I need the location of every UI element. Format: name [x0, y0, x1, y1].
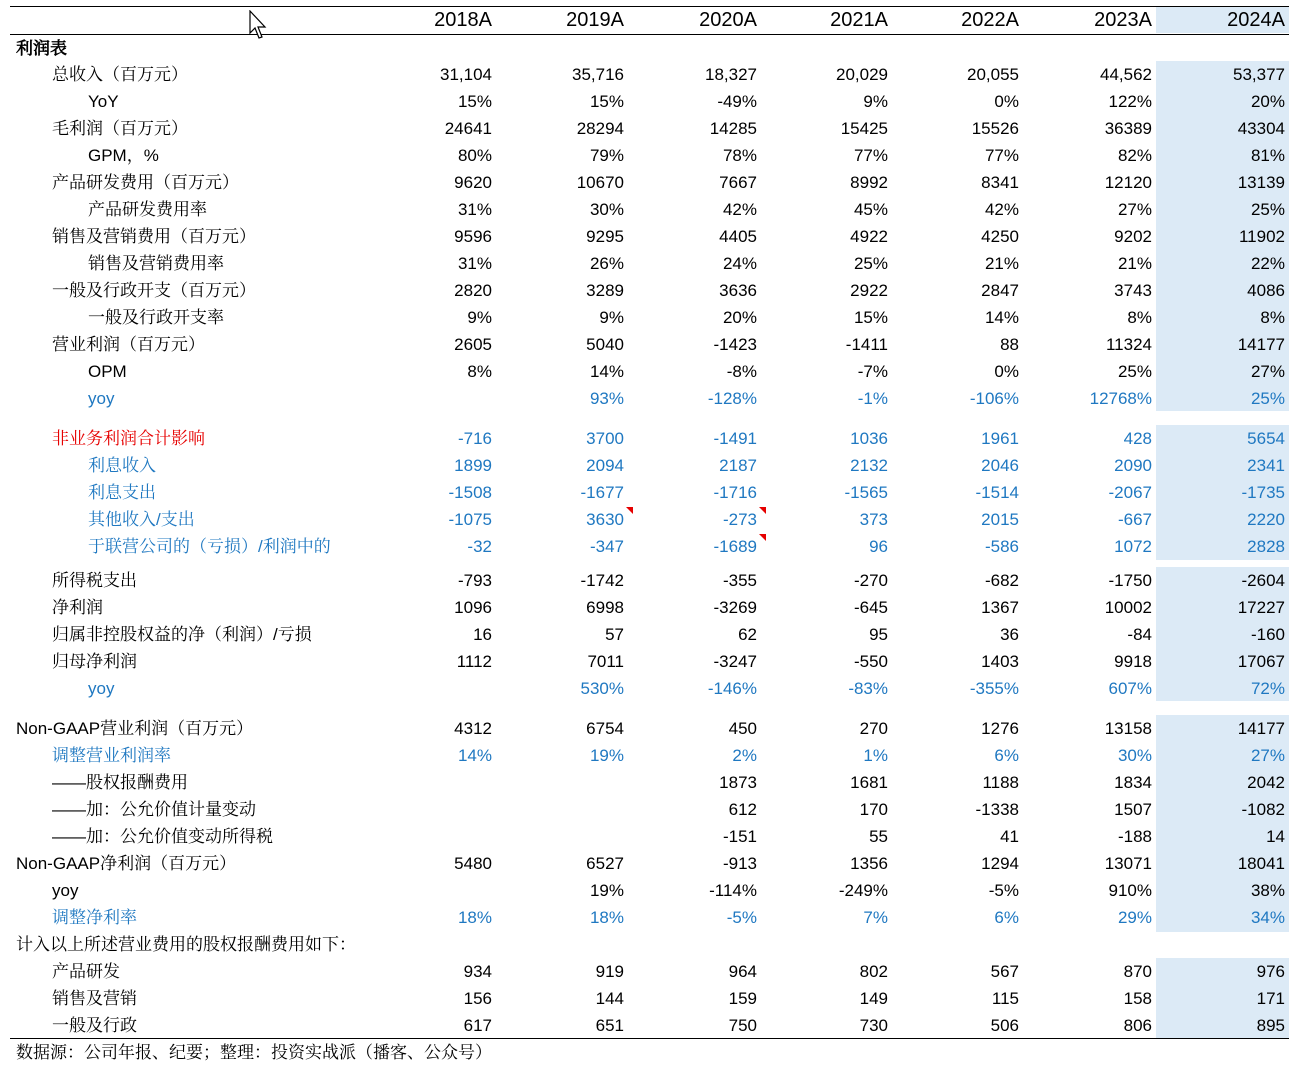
row-label: 销售及营销费用（百万元）	[52, 227, 256, 246]
cell-col-2024a: 171	[1256, 989, 1285, 1008]
row-label: Non-GAAP营业利润（百万元）	[16, 719, 254, 738]
cell-col-2024a: -1082	[1241, 800, 1285, 819]
cell-col-2021a: 1036	[850, 429, 888, 448]
cell-col-2019a: 28294	[576, 119, 624, 138]
cell-col-2018a: -793	[457, 571, 492, 590]
cell-col-2023a: 11324	[1105, 335, 1152, 354]
row-label: 产品研发费用率	[88, 200, 207, 219]
row-label: 销售及营销	[52, 989, 137, 1008]
cell-col-2021a: 8992	[850, 173, 888, 192]
cell-col-2022a: 1403	[981, 652, 1019, 671]
cell-col-2024a: 11902	[1238, 227, 1285, 246]
cell-col-2024a: 34%	[1250, 908, 1285, 927]
cell-col-2021a: -1%	[857, 389, 888, 408]
cell-col-2018a: 1096	[454, 598, 492, 617]
cell-col-2024a: 2042	[1247, 773, 1285, 792]
header-col-2023a: 2023A	[1094, 9, 1152, 31]
cell-col-2021a: -1411	[845, 335, 888, 354]
header-col-2021a: 2021A	[830, 9, 888, 31]
cell-col-2019a: 530%	[580, 679, 624, 698]
cell-col-2024a: 53,377	[1233, 65, 1285, 84]
cell-col-2021a: 373	[859, 510, 888, 529]
cell-col-2020a: -3269	[713, 598, 757, 617]
cell-col-2022a: 15526	[971, 119, 1019, 138]
cell-col-2023a: 806	[1123, 1016, 1152, 1035]
cell-col-2019a: 2094	[586, 456, 624, 475]
row-label: GPM，%	[88, 146, 159, 165]
cell-col-2019a: 93%	[589, 389, 624, 408]
row-label: OPM	[88, 362, 127, 381]
cell-col-2024a: 976	[1256, 962, 1285, 981]
cell-col-2018a: 80%	[457, 146, 492, 165]
row-label: 利息支出	[88, 483, 156, 502]
header-col-2022a: 2022A	[961, 9, 1019, 31]
cell-col-2021a: 270	[859, 719, 888, 738]
cell-col-2024a: 72%	[1250, 679, 1285, 698]
cell-col-2024a: 20%	[1250, 92, 1285, 111]
cell-col-2022a: 14%	[984, 308, 1019, 327]
cell-col-2020a: 2%	[732, 746, 757, 765]
cell-col-2018a: 9%	[467, 308, 492, 327]
row-label: yoy	[52, 881, 79, 900]
cell-col-2021a: 55	[869, 827, 888, 846]
row-label: 一般及行政	[52, 1016, 137, 1035]
cell-col-2020a: -49%	[717, 92, 757, 111]
row-label: 净利润	[52, 598, 103, 617]
cell-col-2022a: 1188	[982, 773, 1019, 792]
cell-col-2018a: 1899	[454, 456, 492, 475]
cell-col-2019a: 919	[595, 962, 624, 981]
cell-col-2020a: -355	[722, 571, 757, 590]
cell-col-2024a: 17067	[1237, 652, 1285, 671]
cell-col-2018a: -716	[457, 429, 492, 448]
cell-col-2018a: 15%	[457, 92, 492, 111]
cell-col-2021a: -645	[853, 598, 888, 617]
cell-col-2018a: 4312	[454, 719, 492, 738]
cell-col-2020a: -913	[722, 854, 757, 873]
row-label: 毛利润（百万元）	[52, 119, 188, 138]
cell-col-2022a: 20,055	[967, 65, 1019, 84]
cell-col-2023a: -2067	[1108, 483, 1152, 502]
cell-col-2023a: 27%	[1117, 200, 1152, 219]
source-footnote: 数据源：公司年报、纪要；整理：投资实战派（播客、公众号）	[16, 1043, 492, 1062]
row-label: 调整净利率	[52, 908, 137, 927]
cell-col-2020a: -1423	[713, 335, 757, 354]
cell-col-2023a: 25%	[1117, 362, 1152, 381]
cell-col-2024a: 895	[1256, 1016, 1285, 1035]
cell-col-2020a: -3247	[713, 652, 757, 671]
cell-col-2022a: 8341	[981, 173, 1019, 192]
cell-col-2024a: -2604	[1241, 571, 1285, 590]
cell-col-2022a: 1961	[981, 429, 1019, 448]
cell-col-2024a: 2341	[1247, 456, 1285, 475]
cell-col-2019a: -1677	[580, 483, 624, 502]
cell-col-2018a	[382, 823, 492, 850]
cell-col-2020a: 78%	[722, 146, 757, 165]
cell-col-2024a: 14177	[1237, 719, 1285, 738]
cell-col-2022a: 4250	[981, 227, 1019, 246]
row-label: 所得税支出	[52, 571, 137, 590]
cell-col-2019a: 79%	[589, 146, 624, 165]
cell-col-2018a: 1112	[456, 652, 492, 671]
cell-col-2021a: 1356	[850, 854, 888, 873]
cell-col-2023a: 910%	[1108, 881, 1152, 900]
cell-col-2019a: -347	[589, 537, 624, 556]
cell-col-2018a: -1508	[448, 483, 492, 502]
cell-col-2021a: 149	[859, 989, 888, 1008]
cell-col-2020a: 4405	[719, 227, 757, 246]
cell-col-2023a: 1507	[1114, 800, 1152, 819]
cell-col-2023a: 1072	[1114, 537, 1152, 556]
cell-col-2018a: 18%	[457, 908, 492, 927]
cell-col-2022a: -5%	[988, 881, 1019, 900]
row-label: 产品研发费用（百万元）	[52, 173, 239, 192]
row-label: 一般及行政开支（百万元）	[52, 281, 256, 300]
cell-col-2019a: 15%	[589, 92, 624, 111]
cell-col-2021a: 9%	[863, 92, 888, 111]
cell-col-2018a: 934	[463, 962, 492, 981]
cell-col-2023a: -667	[1117, 510, 1152, 529]
cell-col-2024a: 2220	[1247, 510, 1285, 529]
cell-col-2024a: 4086	[1247, 281, 1285, 300]
cell-col-2021a: -249%	[838, 881, 888, 900]
cell-col-2020a: 750	[728, 1016, 757, 1035]
cell-col-2021a: 730	[859, 1016, 888, 1035]
row-label: 计入以上所述营业费用的股权报酬费用如下：	[16, 935, 356, 954]
cell-col-2021a: 2922	[850, 281, 888, 300]
cell-col-2023a: -1750	[1108, 571, 1152, 590]
header-col-2024a: 2024A	[1227, 9, 1285, 31]
cell-col-2019a	[514, 796, 624, 823]
cell-col-2020a: 1873	[719, 773, 757, 792]
cell-col-2018a: 31%	[457, 200, 492, 219]
cell-col-2022a: 0%	[994, 362, 1019, 381]
cell-col-2024a: 5654	[1247, 429, 1285, 448]
cell-col-2023a: -84	[1127, 625, 1152, 644]
row-label: 总收入（百万元）	[52, 65, 188, 84]
cell-col-2023a: 44,562	[1100, 65, 1152, 84]
cell-col-2018a: -32	[467, 537, 492, 556]
cell-col-2023a: 10002	[1104, 598, 1152, 617]
cell-col-2018a: 14%	[457, 746, 492, 765]
cell-col-2022a: 2847	[981, 281, 1019, 300]
cell-col-2023a: 607%	[1108, 679, 1152, 698]
cell-col-2022a: 36	[1000, 625, 1019, 644]
cell-col-2022a: 0%	[994, 92, 1019, 111]
cell-col-2018a: 617	[463, 1016, 492, 1035]
cell-col-2019a: 19%	[589, 746, 624, 765]
cell-col-2022a: 506	[990, 1016, 1019, 1035]
cell-col-2019a: 18%	[589, 908, 624, 927]
row-label: 其他收入/支出	[88, 510, 195, 529]
cell-col-2020a: -114%	[709, 881, 757, 900]
comment-flag-icon[interactable]	[759, 534, 766, 541]
cell-col-2023a: 82%	[1117, 146, 1152, 165]
cell-col-2022a: -355%	[969, 679, 1019, 698]
cell-col-2023a: 3743	[1114, 281, 1152, 300]
cell-col-2021a: -1565	[844, 483, 888, 502]
cell-col-2018a: 2605	[454, 335, 492, 354]
cell-col-2023a: 8%	[1127, 308, 1152, 327]
cell-col-2019a: 57	[605, 625, 624, 644]
cell-col-2023a: 122%	[1108, 92, 1152, 111]
row-label: 一般及行政开支率	[88, 308, 224, 327]
cell-col-2023a: 9202	[1114, 227, 1152, 246]
cell-col-2024a: 8%	[1260, 308, 1285, 327]
cell-col-2020a: 14285	[709, 119, 757, 138]
row-label: 非业务利润合计影响	[52, 429, 205, 448]
cell-col-2021a: 802	[859, 962, 888, 981]
mouse-cursor-icon	[249, 10, 269, 40]
cell-col-2020a: 612	[728, 800, 757, 819]
cell-col-2018a: 156	[463, 989, 492, 1008]
cell-col-2018a: 31,104	[440, 65, 492, 84]
cell-col-2021a: -7%	[857, 362, 888, 381]
cell-col-2019a: 30%	[589, 200, 624, 219]
cell-col-2018a: -1075	[448, 510, 492, 529]
cell-col-2022a: 1294	[981, 854, 1019, 873]
cell-col-2021a: 15425	[840, 119, 888, 138]
cell-col-2019a: 9%	[599, 308, 624, 327]
cell-col-2020a: 3636	[719, 281, 757, 300]
cell-col-2019a: 3289	[586, 281, 624, 300]
cell-col-2021a: -83%	[848, 679, 888, 698]
cell-col-2019a: 7011	[587, 652, 624, 671]
cell-col-2022a: 88	[1000, 335, 1019, 354]
cell-col-2019a: 6527	[586, 854, 624, 873]
row-label: yoy	[88, 389, 115, 408]
cell-col-2022a: -106%	[969, 389, 1019, 408]
cell-col-2022a: 2046	[981, 456, 1019, 475]
cell-col-2022a: 1367	[981, 598, 1019, 617]
cell-col-2023a: 158	[1123, 989, 1152, 1008]
cell-col-2019a: 10670	[576, 173, 624, 192]
cell-col-2020a: 20%	[722, 308, 757, 327]
cell-col-2020a: -1716	[713, 483, 757, 502]
cell-col-2024a: 27%	[1250, 362, 1285, 381]
cell-col-2020a: -273	[722, 510, 757, 529]
cell-col-2019a: 14%	[589, 362, 624, 381]
cell-col-2022a: -1514	[975, 483, 1019, 502]
cell-col-2023a: 21%	[1117, 254, 1152, 273]
cell-col-2021a: 15%	[853, 308, 888, 327]
row-label: ——加：公允价值变动所得税	[52, 827, 273, 846]
row-label: 产品研发	[52, 962, 120, 981]
cell-col-2022a: 6%	[994, 908, 1019, 927]
cell-col-2021a: 1681	[850, 773, 888, 792]
cell-col-2020a: 42%	[722, 200, 757, 219]
cell-col-2019a: 35,716	[572, 65, 624, 84]
cell-col-2021a: 77%	[853, 146, 888, 165]
cell-col-2023a: 12768%	[1089, 389, 1152, 408]
cell-col-2021a: 96	[869, 537, 888, 556]
cell-col-2023a: -188	[1117, 827, 1152, 846]
cell-col-2021a: 20,029	[836, 65, 888, 84]
cell-col-2024a: 2828	[1247, 537, 1285, 556]
cell-col-2018a: 5480	[454, 854, 492, 873]
cell-col-2020a: -128%	[707, 389, 757, 408]
row-label: 利息收入	[88, 456, 156, 475]
cell-col-2024a: 17227	[1237, 598, 1285, 617]
row-label: 利润表	[16, 39, 67, 58]
cell-col-2024a: 81%	[1250, 146, 1285, 165]
cell-col-2019a: 3700	[586, 429, 624, 448]
cell-col-2021a: -270	[853, 571, 888, 590]
cell-col-2021a: 7%	[863, 908, 888, 927]
cell-col-2023a: 2090	[1114, 456, 1152, 475]
cell-col-2019a	[514, 823, 624, 850]
cell-col-2020a: 159	[728, 989, 757, 1008]
cell-col-2021a: 25%	[853, 254, 888, 273]
cell-col-2019a	[514, 769, 624, 796]
cell-col-2018a: 9620	[454, 173, 492, 192]
cell-col-2022a: 21%	[984, 254, 1019, 273]
cell-col-2023a: 13071	[1104, 854, 1152, 873]
cell-col-2020a: 450	[728, 719, 757, 738]
header-col-2019a: 2019A	[566, 9, 624, 31]
cell-col-2018a	[382, 385, 492, 412]
cell-col-2020a: -8%	[726, 362, 757, 381]
cell-col-2023a: 1834	[1114, 773, 1152, 792]
cell-col-2023a: 428	[1123, 429, 1152, 448]
cell-col-2021a: 1%	[863, 746, 888, 765]
cell-col-2024a: 14177	[1237, 335, 1285, 354]
cell-col-2018a: 9596	[454, 227, 492, 246]
cell-col-2021a: 170	[859, 800, 888, 819]
row-label: ——股权报酬费用	[52, 773, 188, 792]
cell-col-2019a: 3630	[586, 510, 624, 529]
cell-col-2018a: 2820	[454, 281, 492, 300]
cell-col-2024a: 43304	[1237, 119, 1285, 138]
cell-col-2018a: 31%	[457, 254, 492, 273]
cell-col-2020a: 7667	[719, 173, 757, 192]
cell-col-2022a: 2015	[981, 510, 1019, 529]
row-label: 于联营公司的（亏损）/利润中的	[88, 537, 331, 556]
cell-col-2023a: 30%	[1117, 746, 1152, 765]
header-col-2020a: 2020A	[699, 9, 757, 31]
cell-col-2020a: 24%	[722, 254, 757, 273]
cell-col-2024a: -1735	[1241, 483, 1285, 502]
cell-col-2023a: 13158	[1104, 719, 1152, 738]
cell-col-2022a: -682	[984, 571, 1019, 590]
cell-col-2021a: 2132	[850, 456, 888, 475]
row-label: yoy	[88, 679, 115, 698]
cell-col-2018a: 24641	[444, 119, 492, 138]
cell-col-2024a: 25%	[1250, 200, 1285, 219]
cell-col-2022a: 1276	[981, 719, 1019, 738]
cell-col-2022a: -586	[984, 537, 1019, 556]
cell-col-2023a: 36389	[1104, 119, 1152, 138]
row-label: 调整营业利润率	[52, 746, 171, 765]
cell-col-2023a: 870	[1123, 962, 1152, 981]
cell-col-2019a: 144	[595, 989, 624, 1008]
cell-col-2018a	[382, 675, 492, 702]
cell-col-2021a: -550	[853, 652, 888, 671]
cell-col-2024a: 22%	[1250, 254, 1285, 273]
cell-col-2019a: 6754	[586, 719, 624, 738]
row-label: 归母净利润	[52, 652, 137, 671]
header-col-2018a: 2018A	[434, 9, 492, 31]
comment-flag-icon[interactable]	[626, 507, 633, 514]
cell-col-2019a: 26%	[589, 254, 624, 273]
cell-col-2019a: 5040	[586, 335, 624, 354]
cell-col-2024a: -160	[1250, 625, 1285, 644]
cell-col-2020a: -5%	[726, 908, 757, 927]
cell-col-2022a: 77%	[984, 146, 1019, 165]
cell-col-2024a: 18041	[1237, 854, 1285, 873]
row-label: ——加：公允价值计量变动	[52, 800, 256, 819]
cell-col-2018a: 16	[473, 625, 492, 644]
cell-col-2018a	[382, 877, 492, 904]
cell-col-2022a: 567	[990, 962, 1019, 981]
cell-col-2020a: 18,327	[705, 65, 757, 84]
row-label: YoY	[88, 92, 119, 111]
cell-col-2019a: -1742	[580, 571, 624, 590]
cell-col-2018a	[382, 796, 492, 823]
cell-col-2024a: 25%	[1250, 389, 1285, 408]
cell-col-2020a: -146%	[707, 679, 757, 698]
cell-col-2020a: -151	[722, 827, 757, 846]
row-label: 营业利润（百万元）	[52, 335, 205, 354]
cell-col-2019a: 651	[595, 1016, 624, 1035]
header-border	[10, 34, 1289, 35]
row-label: 销售及营销费用率	[88, 254, 224, 273]
comment-flag-icon[interactable]	[759, 507, 766, 514]
cell-col-2020a: 964	[728, 962, 757, 981]
row-label: 归属非控股权益的净（利润）/亏损	[52, 625, 312, 644]
cell-col-2023a: 12120	[1104, 173, 1152, 192]
cell-col-2020a: -1491	[713, 429, 757, 448]
cell-col-2024a: 38%	[1250, 881, 1285, 900]
cell-col-2020a: 62	[738, 625, 757, 644]
cell-col-2023a: 29%	[1117, 908, 1152, 927]
cell-col-2024a: 27%	[1250, 746, 1285, 765]
cell-col-2019a: 6998	[586, 598, 624, 617]
cell-col-2018a	[382, 769, 492, 796]
cell-col-2019a: 9295	[586, 227, 624, 246]
cell-col-2022a: 115	[991, 989, 1019, 1008]
cell-col-2024a: 13139	[1237, 173, 1285, 192]
cell-col-2021a: 95	[869, 625, 888, 644]
cell-col-2018a: 8%	[467, 362, 492, 381]
cell-col-2022a: 41	[1000, 827, 1019, 846]
cell-col-2023a: 9918	[1114, 652, 1152, 671]
cell-col-2024a: 14	[1266, 827, 1285, 846]
cell-col-2022a: -1338	[975, 800, 1019, 819]
row-label: Non-GAAP净利润（百万元）	[16, 854, 237, 873]
cell-col-2022a: 6%	[994, 746, 1019, 765]
cell-col-2021a: 4922	[850, 227, 888, 246]
cell-col-2021a: 45%	[853, 200, 888, 219]
cell-col-2019a: 19%	[589, 881, 624, 900]
cell-col-2020a: 2187	[719, 456, 757, 475]
cell-col-2022a: 42%	[984, 200, 1019, 219]
cell-col-2020a: -1689	[713, 537, 757, 556]
